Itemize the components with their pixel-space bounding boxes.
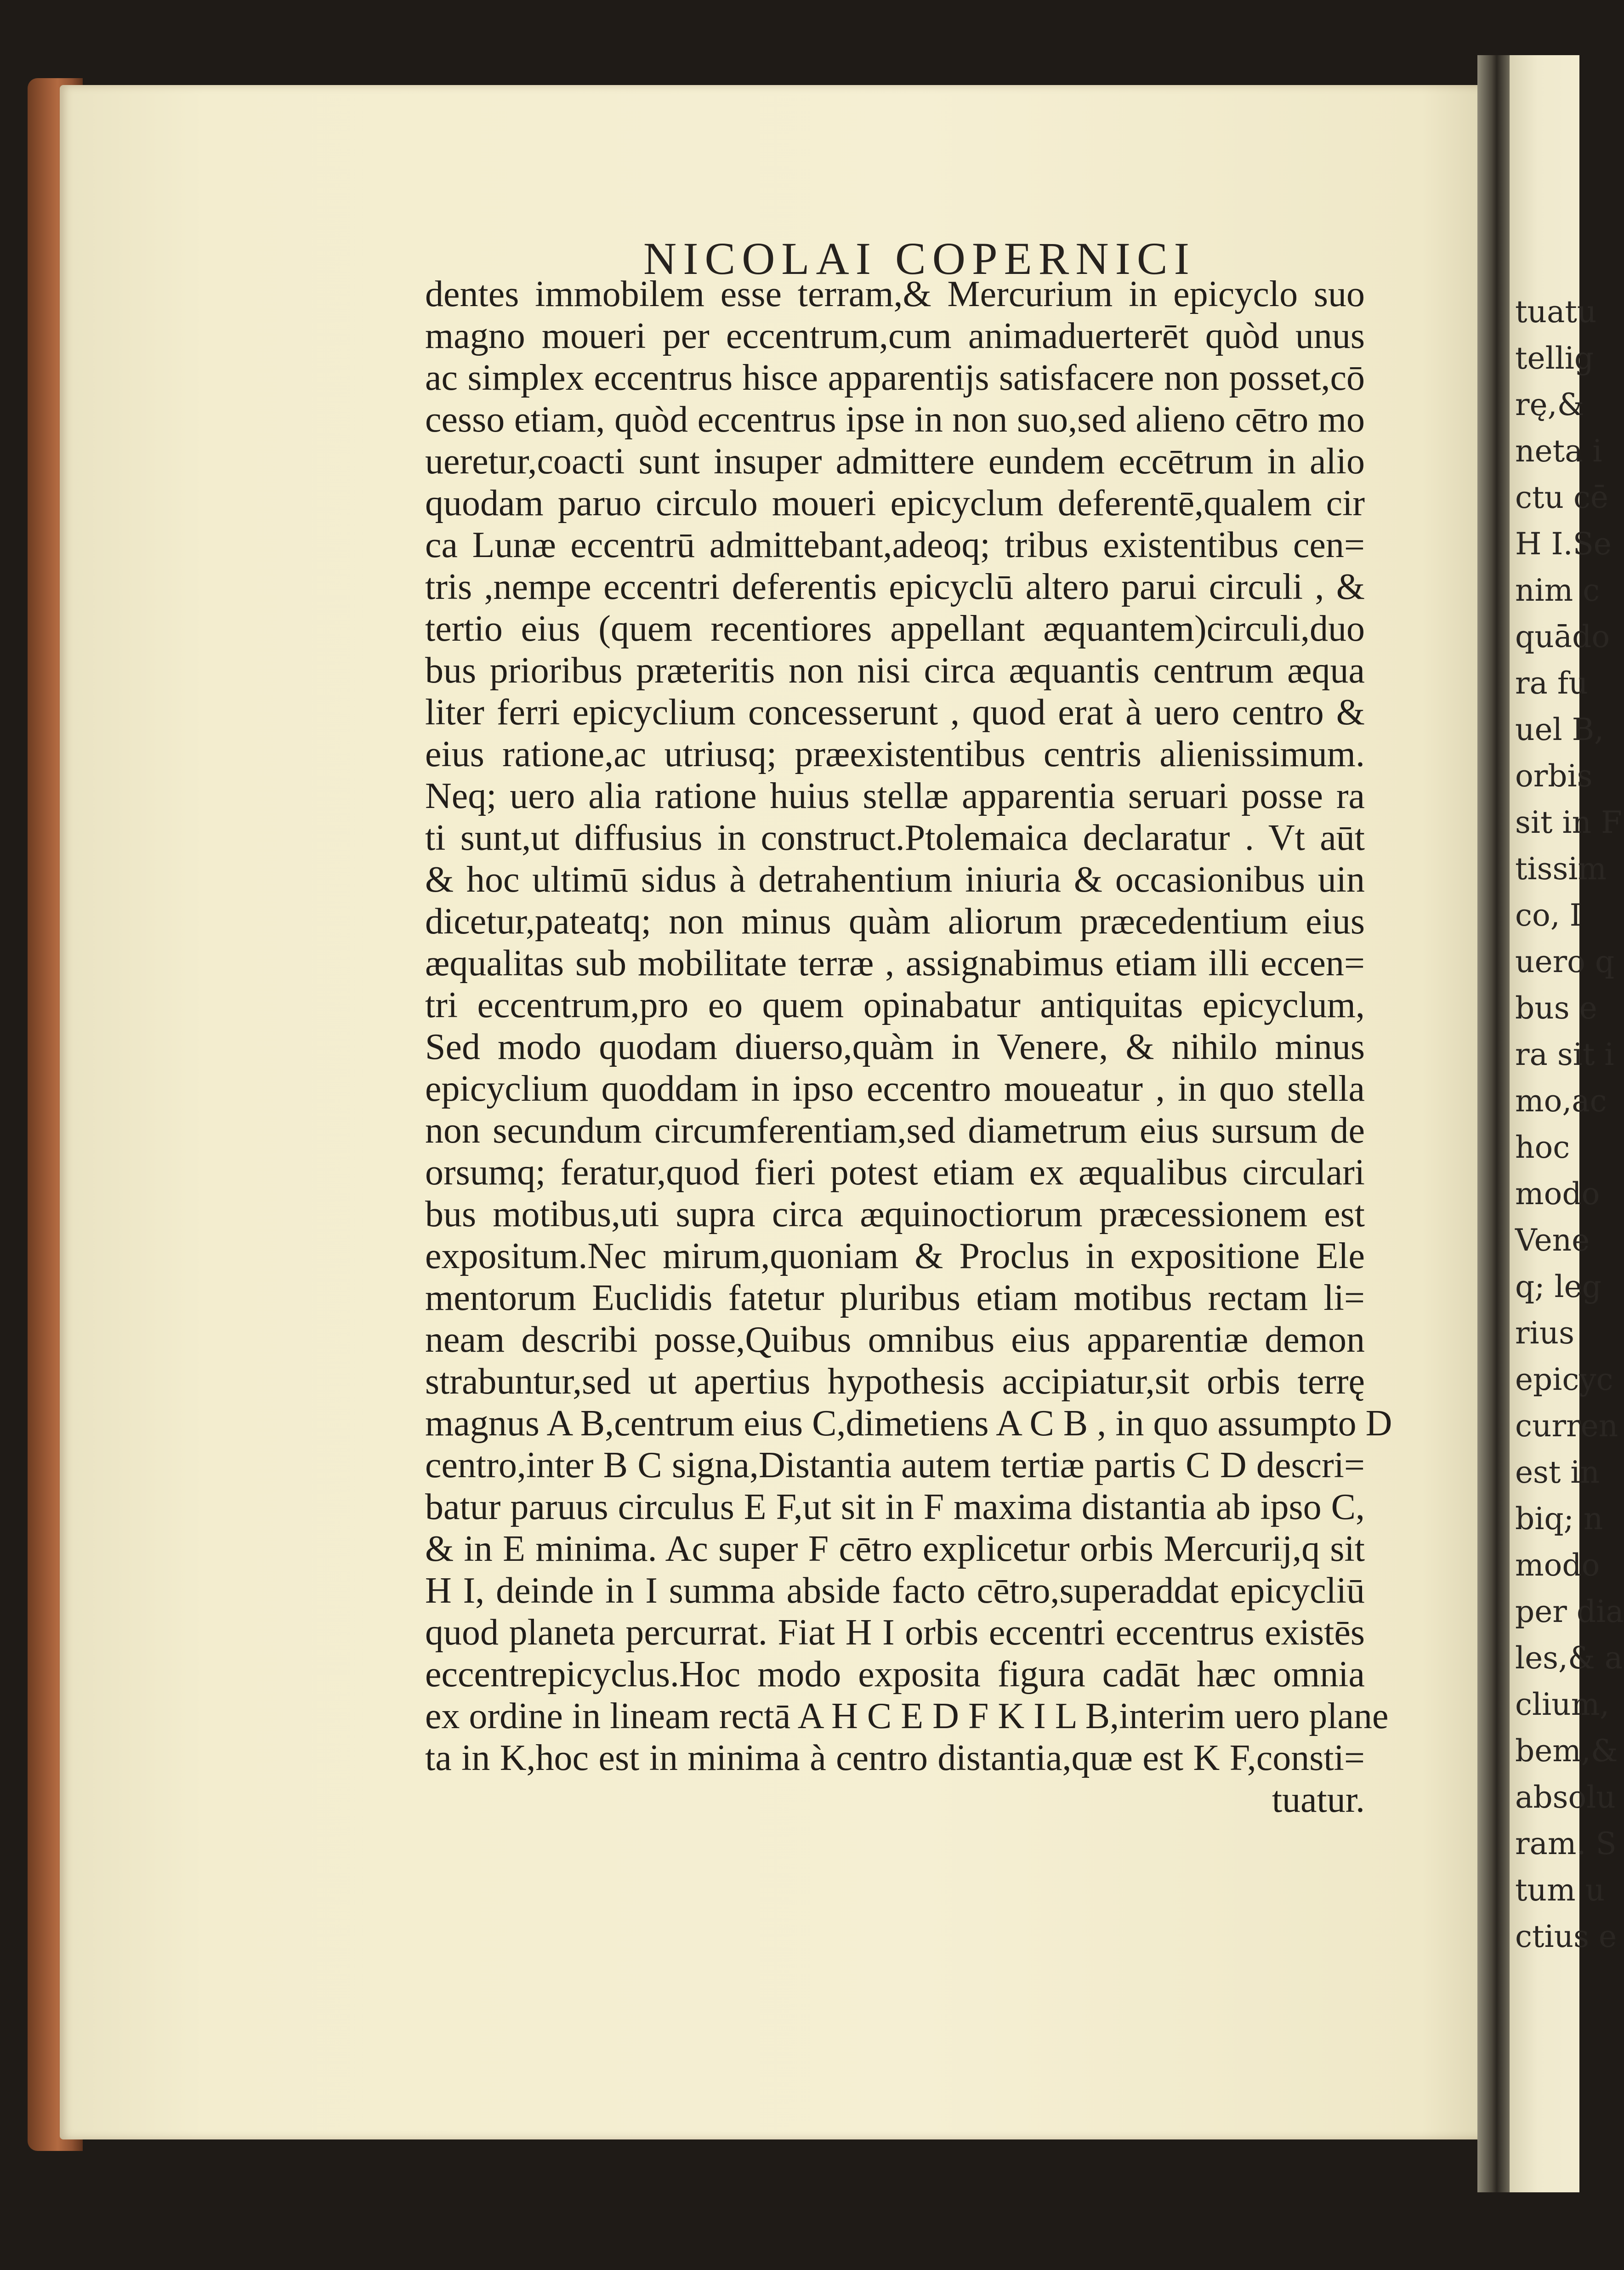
text-line: æqualitas sub mobilitate terræ , assignabimus etiam illi eccen= [425,943,1365,984]
facing-page-line: hoc [1515,1130,1570,1165]
facing-page-line: per dia [1515,1594,1624,1629]
facing-page-line: curren [1515,1408,1618,1444]
facing-page-line: clium, [1515,1687,1610,1722]
facing-page-line: q; leg [1515,1269,1601,1304]
text-line: epicyclium quoddam in ipso eccentro moueatur , in quo stella [425,1069,1365,1109]
facing-page-line: uel B, [1515,712,1604,747]
text-line: tri eccentrum,pro eo quem opinabatur antiquitas epicyclum, [425,985,1365,1025]
facing-page-line: uero q [1515,944,1615,979]
text-line: dentes immobilem esse terram,& Mercurium in epicyclo suo [425,274,1365,314]
text-line: ac simplex eccentrus hisce apparentijs satisfacere non posset,cō [425,358,1365,398]
facing-page-line: Vene [1515,1223,1590,1258]
text-line: bus motibus,uti supra circa æquinoctiorum præcessionem est [425,1194,1365,1235]
running-head: NICOLAI COPERNICI [643,233,1196,284]
text-line: H I, deinde in I summa abside facto cētro,superaddat epicycliū [425,1570,1365,1611]
facing-page-line: mo,ac [1515,1083,1607,1119]
text-line: centro,inter B C signa,Distantia autem tertiæ partis C D descri= [425,1445,1365,1485]
facing-page-line: modo [1515,1547,1600,1583]
text-line: & hoc ultimū sidus à detrahentium iniuria & occasionibus uin [425,859,1365,900]
facing-page-line: orbis [1515,758,1593,794]
text-line: eccentrepicyclus.Hoc modo exposita figura cadāt hæc omnia [425,1654,1365,1695]
text-line: tertio eius (quem recentiores appellant æquantem)circuli,duo [425,609,1365,649]
right-page-fragment [1510,55,1624,2192]
text-line: quodam paruo circulo moueri epicyclum deferentē,qualem cir [425,483,1365,523]
facing-page-line: modo [1515,1176,1600,1212]
facing-page-line: tellig [1515,341,1594,376]
text-line: magnus A B,centrum eius C,dimetiens A C B , in quo assumpto D [425,1403,1392,1444]
facing-page-line: H I.Se [1515,526,1612,562]
facing-page-line: tissim [1515,851,1607,887]
facing-page-line: bus e [1515,990,1597,1026]
text-line: ta in K,hoc est in minima à centro distantia,quæ est K F,consti= [425,1738,1365,1778]
facing-page-line: bem,& [1515,1733,1618,1769]
text-line: ueretur,coacti sunt insuper admittere eundem eccētrum in alio [425,441,1365,482]
book-gutter [1477,55,1510,2192]
text-line: cesso etiam, quòd eccentrus ipse in non suo,sed alieno cētro mo [425,399,1365,440]
facing-page-line: est in [1515,1455,1600,1490]
text-line: & in E minima. Ac super F cētro explicetur orbis Mercurij,q sit [425,1529,1365,1569]
text-line: non secundum circumferentiam,sed diametrum eius sursum de [425,1110,1365,1151]
text-line: bus prioribus præteritis non nisi circa æquantis centrum æqua [425,650,1365,691]
text-line: quod planeta percurrat. Fiat H I orbis eccentri eccentrus existēs [425,1612,1365,1653]
facing-page-line: les,& a [1515,1640,1623,1676]
text-line: liter ferri epicyclium concesserunt , quod erat à uero centro & [425,692,1365,733]
text-line: dicetur,pateatq; non minus quàm aliorum præcedentium eius [425,901,1365,942]
facing-page-line: tuatu [1515,294,1597,330]
text-line: ex ordine in lineam rectā A H C E D F K I L B,interim uero plane [425,1696,1389,1736]
facing-page-line: rę,& [1515,387,1584,422]
facing-page-line: sit in F [1515,805,1622,840]
text-line: orsumq; feratur,quod fieri potest etiam ex æqualibus circulari [425,1152,1365,1193]
facing-page-line: ra fu [1515,666,1588,701]
facing-page-line: epicyc [1515,1362,1613,1397]
text-line: ti sunt,ut diffusius in construct.Ptolemaica declaratur . Vt aūt [425,818,1365,858]
facing-page-line: nim c [1515,573,1600,608]
facing-page-line: ra sit i [1515,1037,1614,1072]
text-line: tris ,nempe eccentri deferentis epicyclū altero parui circuli , & [425,567,1365,607]
text-line: ca Lunæ eccentrū admittebant,adeoq; tribus existentibus cen= [425,525,1365,565]
text-line: strabuntur,sed ut apertius hypothesis accipiatur,sit orbis terrę [425,1361,1365,1402]
facing-page-line: co, I [1515,898,1582,933]
facing-page-line: quādo [1515,619,1610,654]
text-line: Neq; uero alia ratione huius stellæ apparentia seruari posse ra [425,776,1365,816]
text-line: eius ratione,ac utriusq; præexistentibus centris alienissimum. [425,734,1365,774]
facing-page-line: ctu cē [1515,480,1608,515]
facing-page-line: ctius e [1515,1919,1617,1954]
text-line: mentorum Euclidis fatetur pluribus etiam motibus rectam li= [425,1278,1365,1318]
body-text [425,273,1392,1821]
facing-page-line: biq; n [1515,1501,1603,1536]
facing-page-line: neta i [1515,433,1602,469]
facing-page-line: tum u [1515,1872,1605,1908]
text-line: expositum.Nec mirum,quoniam & Proclus in expositione Ele [425,1236,1365,1276]
facing-page-line: rius [1515,1315,1575,1351]
text-line: magno moueri per eccentrum,cum animaduerterēt quòd unus [425,316,1365,356]
catchword: tuatur. [1272,1780,1365,1820]
facing-page-line: ram. S [1515,1826,1617,1861]
facing-page-line: absolu [1515,1780,1616,1815]
text-line: Sed modo quodam diuerso,quàm in Venere, & nihilo minus [425,1027,1365,1067]
text-line: batur paruus circulus E F,ut sit in F maxima distantia ab ipso C, [425,1487,1365,1527]
text-line: neam describi posse,Quibus omnibus eius apparentiæ demon [425,1320,1365,1360]
